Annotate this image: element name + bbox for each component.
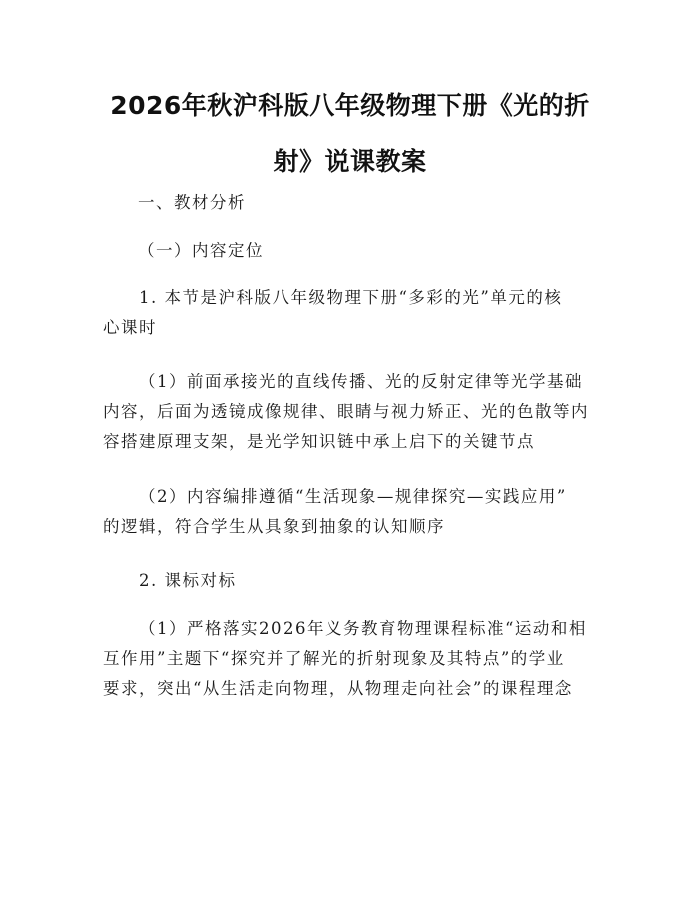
paragraph-item-2 (103, 566, 599, 596)
paragraph-line: 1. 本节是沪科版八年级物理下册“多彩的光”单元的核 (139, 288, 563, 307)
paragraph-line: 互作用”主题下“探究并了解光的折射现象及其特点”的学业 (103, 649, 565, 668)
paragraph-line: 心课时 (103, 318, 157, 337)
document-title (100, 78, 600, 190)
section-heading-1: 一、教材分析 (138, 193, 246, 212)
paragraph-item-1 (103, 283, 599, 343)
title-line-2: 射》说课教案 (273, 147, 427, 176)
paragraph-item-1-1 (103, 367, 599, 457)
paragraph-line: （1）前面承接光的直线传播、光的反射定律等光学基础 (139, 372, 583, 391)
paragraph-item-1-2 (103, 482, 599, 542)
paragraph-line: 容搭建原理支架，是光学知识链中承上启下的关键节点 (103, 432, 535, 451)
paragraph-line: 要求，突出“从生活走向物理，从物理走向社会”的课程理念 (103, 679, 573, 698)
paragraph-item-2-1 (103, 614, 599, 704)
paragraph-line: 的逻辑，符合学生从具象到抽象的认知顺序 (103, 517, 445, 536)
paragraph-line: 内容，后面为透镜成像规律、眼睛与视力矫正、光的色散等内 (103, 402, 589, 421)
paragraph-line: 2. 课标对标 (139, 571, 237, 590)
paragraph-line: （1）严格落实2026年义务教育物理课程标准“运动和相 (139, 619, 587, 638)
title-line-1: 2026年秋沪科版八年级物理下册《光的折 (110, 91, 590, 120)
subsection-heading-1-1: （一）内容定位 (138, 241, 264, 260)
paragraph-line: （2）内容编排遵循“生活现象—规律探究—实践应用” (139, 487, 567, 506)
